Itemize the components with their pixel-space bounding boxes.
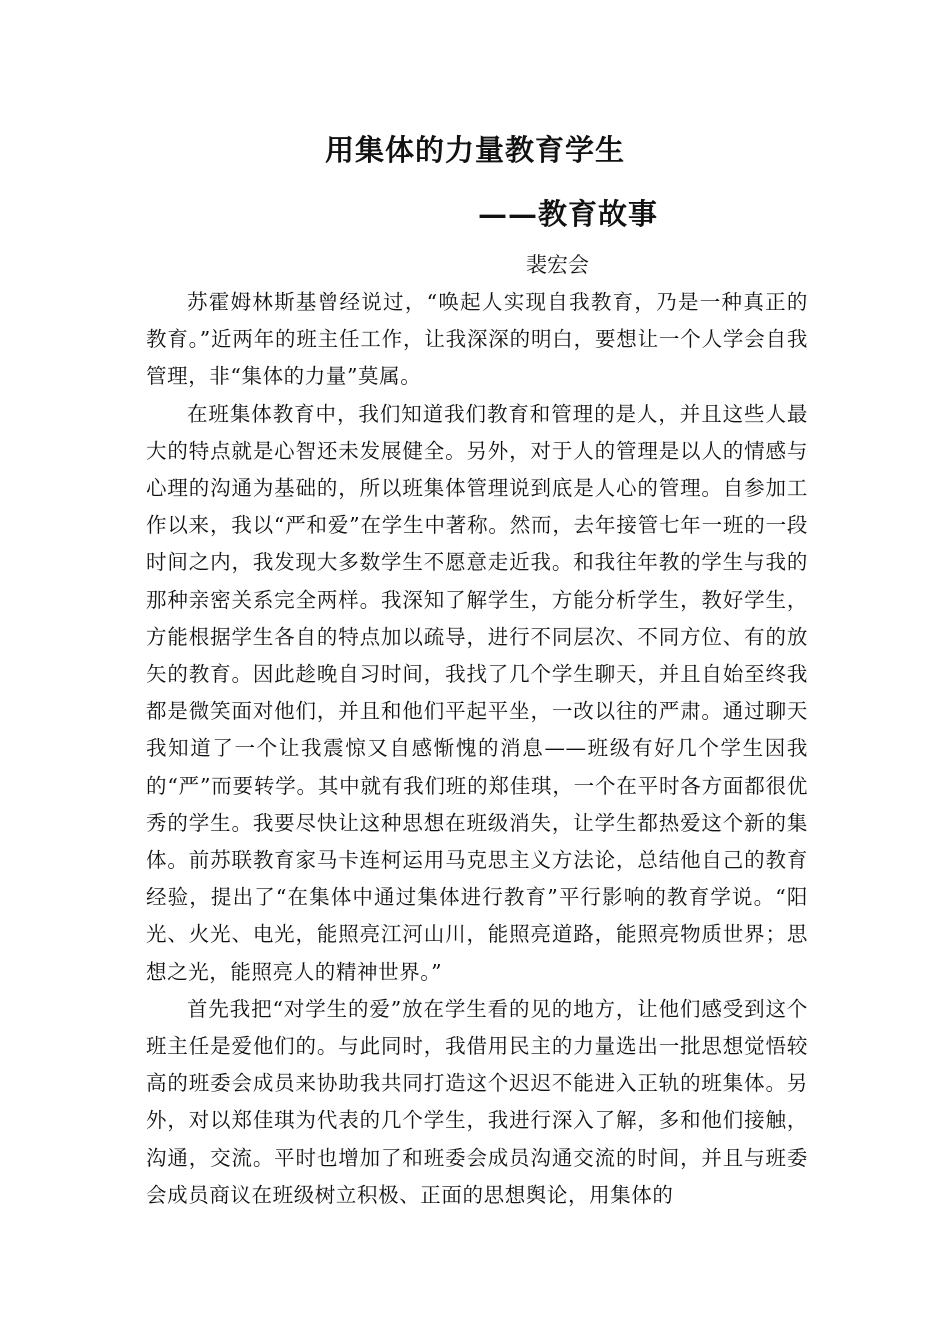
paragraph-3: 首先我把“对学生的爱”放在学生看的见的地方，让他们感受到这个班主任是爱他们的。与此同时，我借用民主的力量选出一批思想觉悟较高的班委会成员来协助我共同打造这个迟迟不能进入正轨的班集体。另外，对以郑佳琪为代表的几个学生，我进行深入了解，多和他们接触，沟通，交流。平时也增加了和班委会成员沟通交流的时间，并且与班委会成员商议在班级树立积极、正面的思想舆论，用集体的 [146,996,808,1207]
author-name: 裴宏会 [526,253,589,277]
paragraph-2: 在班集体教育中，我们知道我们教育和管理的是人，并且这些人最大的特点就是心智还未发展健全。另外，对于人的管理是以人的情感与心理的沟通为基础的，所以班集体管理说到底是人心的管理。自参加工作以来，我以“严和爱”在学生中著称。然而，去年接管七年一班的一段时间之内，我发现大多数学生不愿意走近我。和我往年教的学生与我的那种亲密关系完全两样。我深知了解学生，方能分析学生，教好学生，方能根据学生各自的特点加以疏导，进行不同层次、不同方位、有的放矢的教育。因此趁晚自习时间，我找了几个学生聊天，并且自始至终我都是微笑面对他们，并且和他们平起平坐，一改以往的严肃。通过聊天我知道了一个让我震惊又自感惭愧的消息——班级有好几个学生因我的“严”而要转学。其中就有我们班的郑佳琪，一个在平时各方面都很优秀的学生。我要尽快让这种思想在班级消失，让学生都热爱这个新的集体。前苏联教育家马卡连柯运用马克思主义方法论，总结他自己的教育经验，提出了“在集体中通过集体进行教育”平行影响的教育学说。“阳光、火光、电光，能照亮江河山川，能照亮道路，能照亮物质世界；思想之光，能照亮人的精神世界。” [146,401,808,984]
document-body [146,284,808,1214]
paragraph-1: 苏霍姆林斯基曾经说过，“唤起人实现自我教育，乃是一种真正的教育。”近两年的班主任工作，让我深深的明白，要想让一个人学会自我管理，非“集体的力量”莫属。 [146,290,808,389]
document-subtitle: ——教育故事 [478,197,659,231]
document-title: 用集体的力量教育学生 [324,133,625,167]
